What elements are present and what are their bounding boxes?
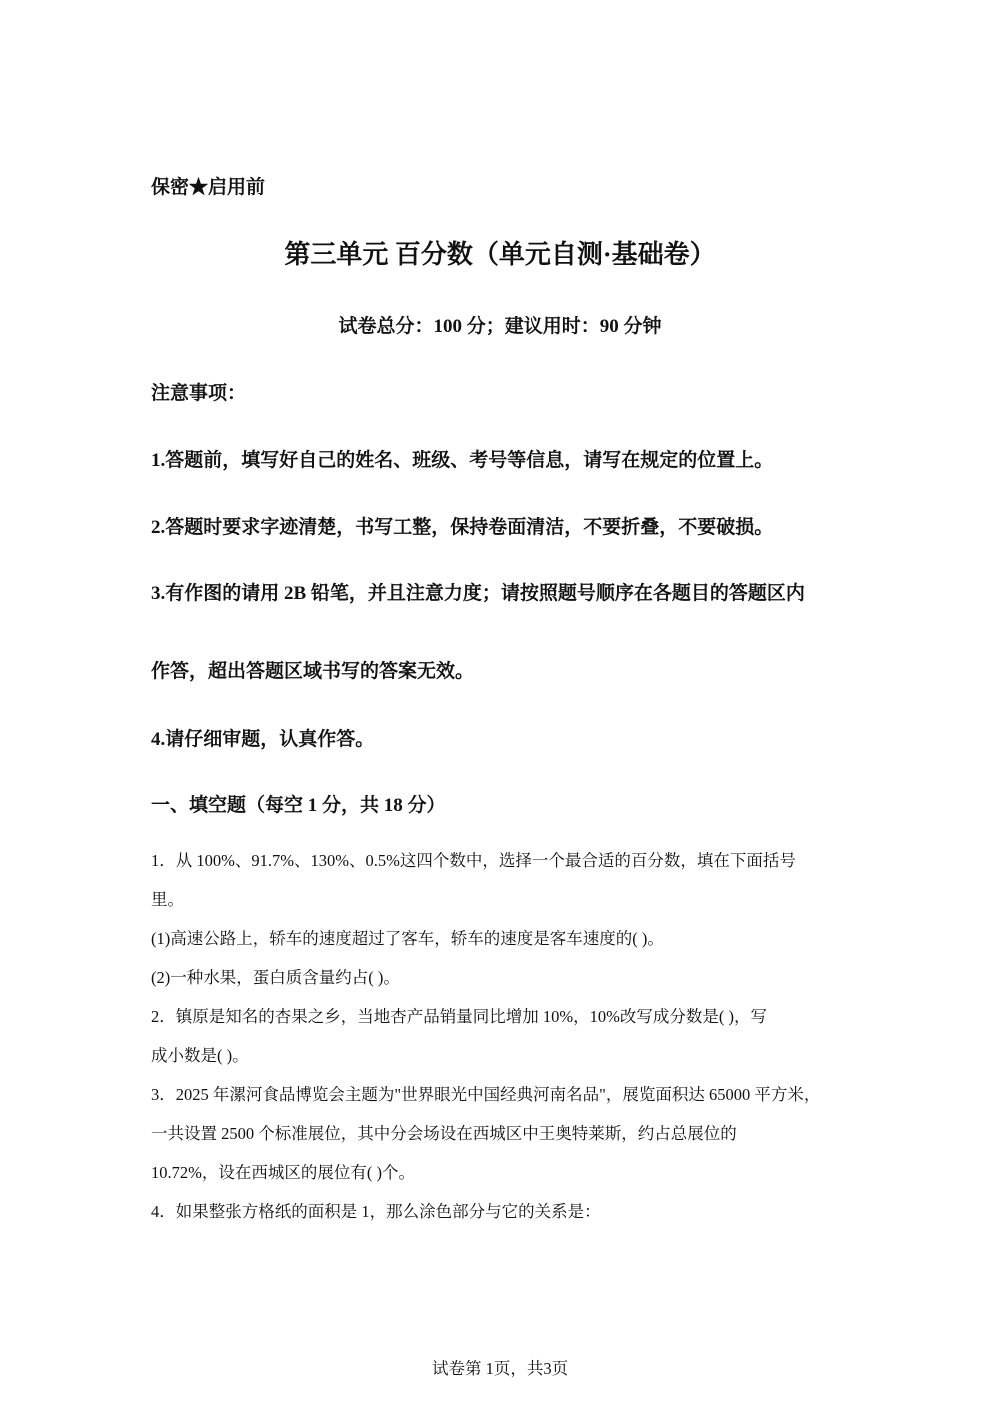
question-1-text: 1．从 100%、91.7%、130%、0.5%这四个数中，选择一个最合适的百分数，填在下面括号	[151, 851, 796, 870]
notice-item-3-continued: 作答，超出答题区域书写的答案无效。	[151, 661, 475, 682]
question-1-part-2: (2)一种水果，蛋白质含量约占( )。	[151, 968, 400, 987]
question-3-text: 3．2025 年漯河食品博览会主题为"世界眼光中国经典河南名品"，展览面积达 65000 平方米，	[151, 1085, 821, 1104]
notice-heading: 注意事项：	[151, 383, 247, 404]
exam-info: 试卷总分：100 分；建议用时：90 分钟	[338, 316, 662, 337]
notice-item-3: 3.有作图的请用 2B 铅笔，并且注意力度；请按照题号顺序在各题目的答题区内	[151, 583, 805, 604]
notice-item-4: 4.请仔细审题，认真作答。	[151, 729, 375, 750]
page-title: 第三单元 百分数（单元自测·基础卷）	[284, 240, 716, 269]
notice-item-2: 2.答题时要求字迹清楚，书写工整，保持卷面清洁，不要折叠，不要破损。	[151, 517, 774, 538]
question-2-text-continued: 成小数是( )。	[151, 1046, 249, 1065]
question-3-text-continued: 一共设置 2500 个标准展位，其中分会场设在西城区中王奥特莱斯，约占总展位的	[151, 1124, 737, 1143]
page-footer: 试卷第 1页，共3页	[431, 1359, 569, 1378]
secret-mark: 保密★启用前	[151, 177, 266, 198]
question-1-part-1: (1)高速公路上，轿车的速度超过了客车，轿车的速度是客车速度的( )。	[151, 929, 664, 948]
section-heading-fill-in: 一、填空题（每空 1 分，共 18 分）	[151, 795, 446, 816]
question-4-text: 4．如果整张方格纸的面积是 1，那么涂色部分与它的关系是：	[151, 1202, 601, 1221]
question-3-text-end: 10.72%，设在西城区的展位有( )个。	[151, 1163, 415, 1182]
notice-item-1: 1.答题前，填写好自己的姓名、班级、考号等信息，请写在规定的位置上。	[151, 450, 774, 471]
question-1-text-continued: 里。	[151, 890, 184, 909]
question-2-text: 2．镇原是知名的杏果之乡，当地杏产品销量同比增加 10%，10%改写成分数是( )，写	[151, 1007, 767, 1026]
